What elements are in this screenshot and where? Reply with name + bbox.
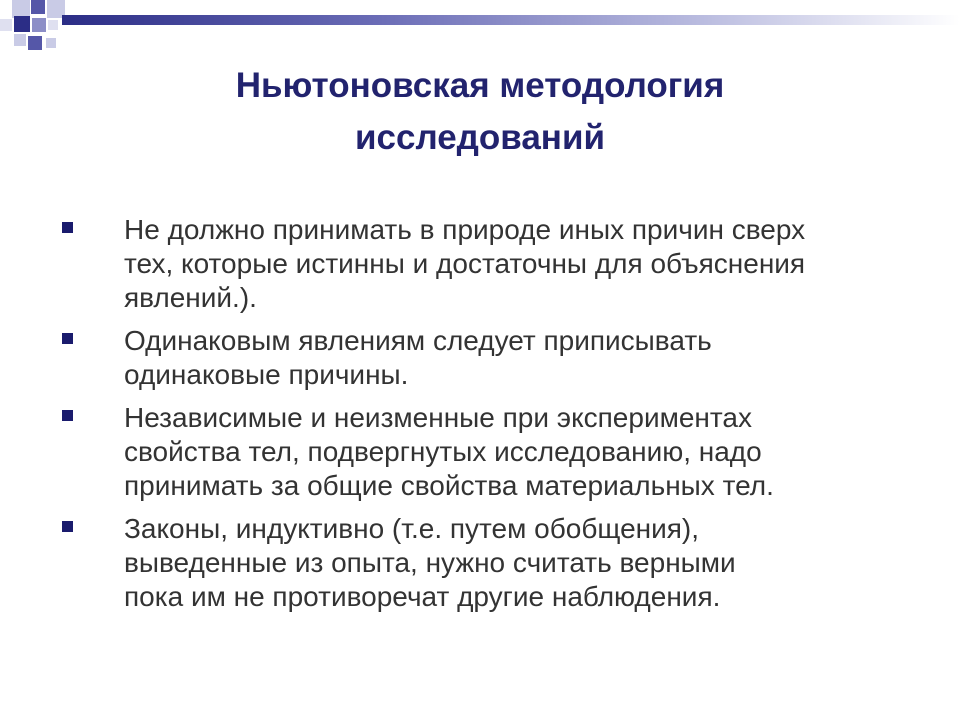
title-line: Ньютоновская методология: [235, 66, 725, 105]
bullet-item: [60, 512, 910, 614]
decorative-square: [14, 34, 26, 46]
bullet-text-line: Не должно принимать в природе иных причин сверх: [124, 214, 806, 245]
decorative-square: [48, 20, 58, 30]
decorative-square: [28, 36, 42, 50]
bullet-text-line: выведенные из опыта, нужно считать верными: [124, 547, 736, 578]
bullet-text-line: пока им не противоречат другие наблюдения.: [124, 581, 721, 612]
square-bullet-icon: [62, 521, 73, 532]
square-bullet-icon: [62, 333, 73, 344]
bullet-item: [60, 401, 910, 503]
header-gradient-bar: [62, 15, 960, 25]
decorative-square: [0, 19, 12, 31]
bullet-text-line: Законы, индуктивно (т.е. путем обобщения),: [124, 513, 700, 544]
bullet-item: [60, 213, 910, 315]
bullet-text-line: Независимые и неизменные при экспериментах: [124, 402, 752, 433]
slide-title: [120, 60, 840, 164]
bullet-text-line: тех, которые истинны и достаточны для объяснения: [124, 248, 806, 279]
bullet-text-line: Одинаковым явлениям следует приписывать: [124, 325, 712, 356]
decorative-square: [46, 38, 56, 48]
decorative-square: [32, 18, 46, 32]
decorative-square: [14, 16, 30, 32]
title-line: исследований: [355, 118, 605, 157]
bullet-text-line: свойства тел, подвергнутых исследованию, надо: [124, 436, 762, 467]
bullet-list: [60, 213, 910, 623]
bullet-text-line: принимать за общие свойства материальных тел.: [124, 470, 774, 501]
bullet-item: [60, 324, 910, 392]
decorative-square: [31, 0, 45, 14]
square-bullet-icon: [62, 222, 73, 233]
bullet-text-line: явлений.).: [124, 282, 257, 313]
bullet-text-line: одинаковые причины.: [124, 359, 409, 390]
square-bullet-icon: [62, 410, 73, 421]
